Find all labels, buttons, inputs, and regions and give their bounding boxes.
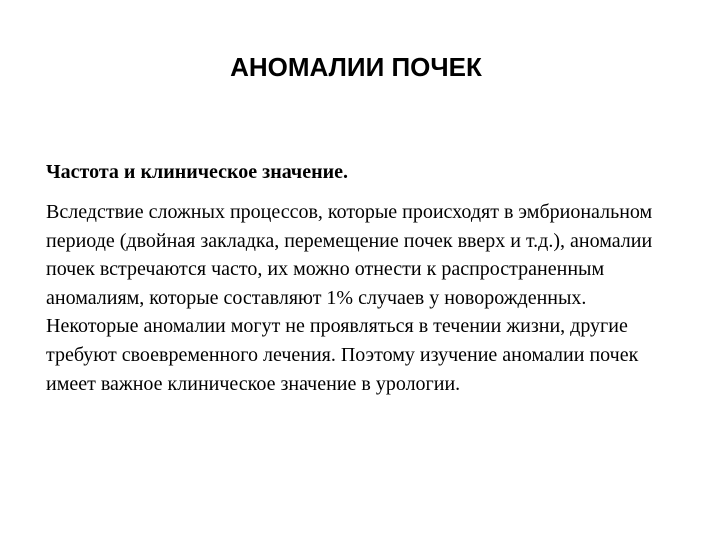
section-subheading: Частота и клиническое значение. xyxy=(46,161,349,183)
slide-title: АНОМАЛИИ ПОЧЕК xyxy=(230,52,482,82)
body-paragraph: Вследствие сложных процессов, которые происходят в эмбриональном периоде (двойная закладка, перемещение почек вверх и т.д.), аномалии почек встречаются часто, их можно отнести к распространенным аномалиям, которые составляют 1% случаев у новорожденных. Некоторые аномалии могут не проявляться в течении жизни, другие требуют своевременного лечения. Поэтому изучение аномалии почек имеет важное клиническое значение в урологии. xyxy=(46,201,653,395)
slide-body xyxy=(46,158,676,398)
